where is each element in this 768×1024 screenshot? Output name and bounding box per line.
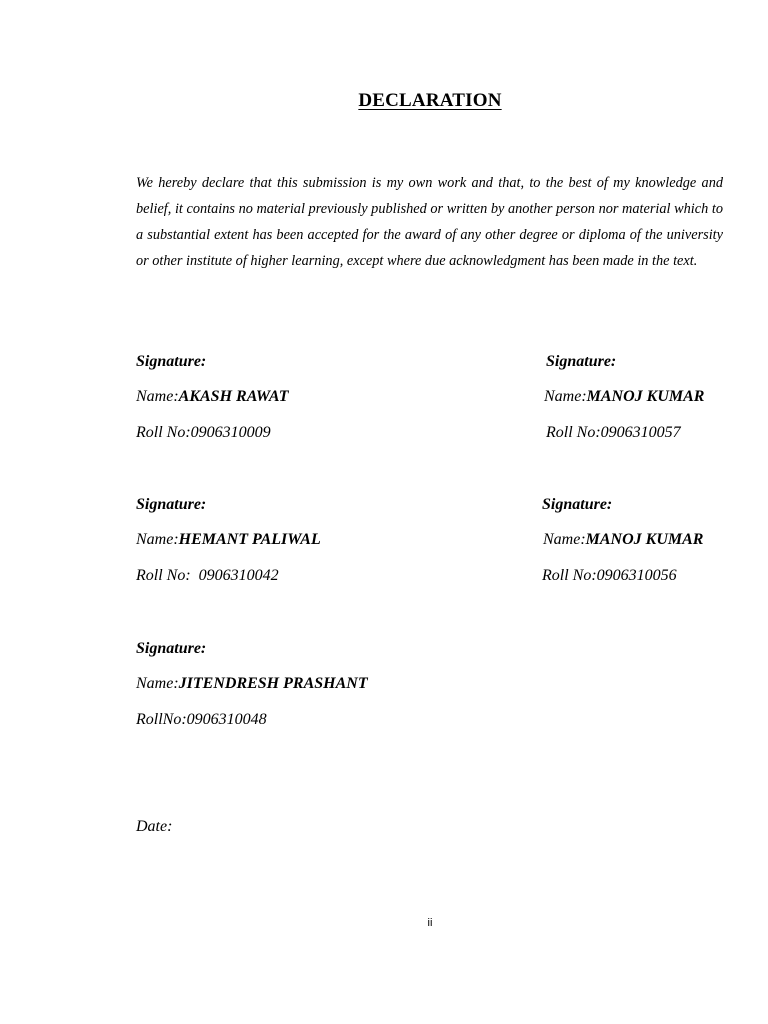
signatory-name: JITENDRESH PRASHANT [178,675,368,692]
roll-number: Roll No:0906310057 [546,424,681,441]
date-label: Date: [136,818,173,835]
page-title: DECLARATION [358,90,502,111]
signature-label: Signature: [136,353,207,370]
roll-number: Roll No:0906310009 [136,424,271,441]
name-line [136,675,368,693]
name-label: Name: [136,675,179,692]
roll-number: RollNo:0906310048 [136,711,267,728]
roll-number: Roll No: 0906310042 [136,567,279,584]
name-label: Name: [136,388,179,405]
roll-number: Roll No:0906310056 [542,567,677,584]
signature-label: Signature: [542,496,613,513]
signatory-name: HEMANT PALIWAL [178,531,321,548]
page-number: ii [427,917,433,929]
name-line [136,531,321,549]
name-label: Name: [543,531,586,548]
signature-label: Signature: [136,640,207,657]
name-line [543,531,703,549]
name-line [136,388,289,406]
signatory-name: MANOJ KUMAR [586,388,705,405]
signature-label: Signature: [546,353,617,370]
declaration-text: We hereby declare that this submission is my own work and that, to the best of my knowledge and belief, it contains no material previously published or written by another person nor material which to a substantial extent has been accepted for the award of any other degree or diploma of the university or other institute of higher learning, except where due acknowledgment has been made in the text. [136,175,723,269]
name-label: Name: [544,388,587,405]
signature-label: Signature: [136,496,207,513]
name-label: Name: [136,531,179,548]
name-line [544,388,704,406]
signatory-name: MANOJ KUMAR [585,531,704,548]
signatory-name: AKASH RAWAT [178,388,289,405]
